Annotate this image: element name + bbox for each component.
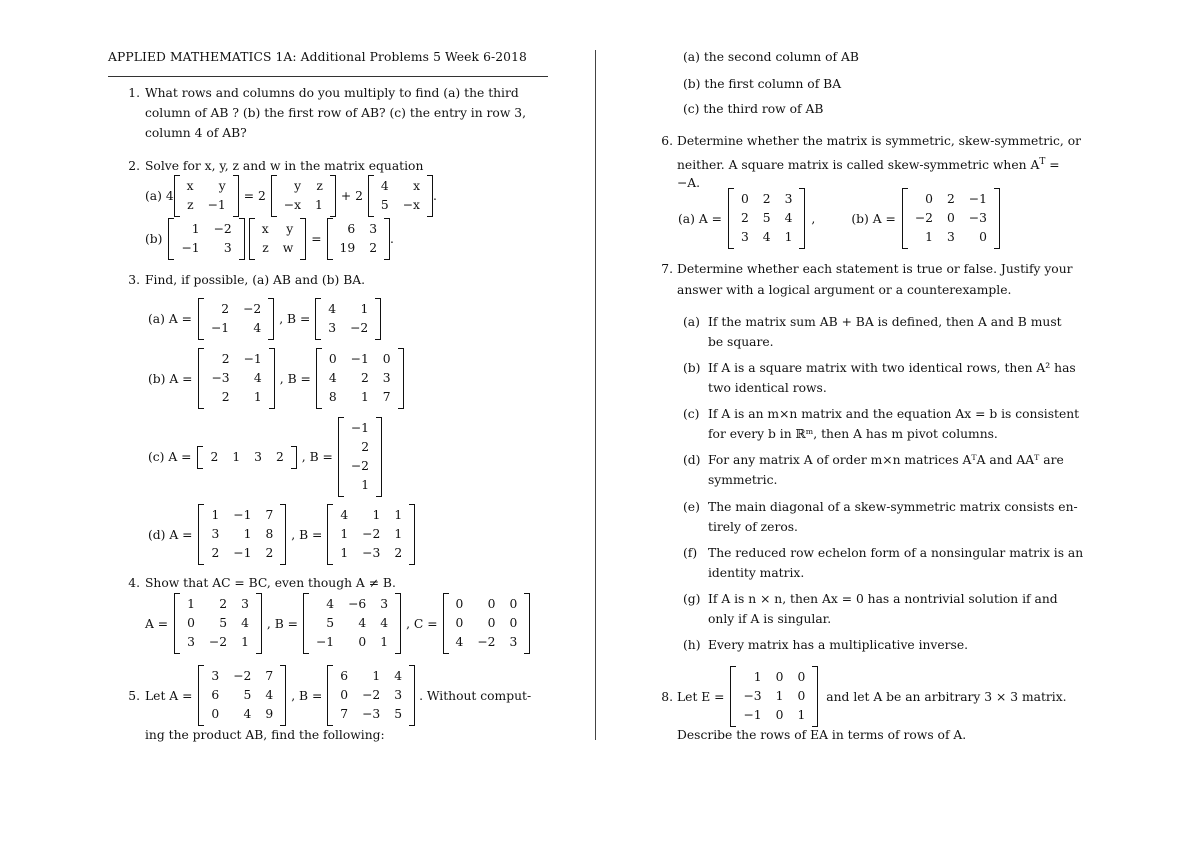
matrix-entries <box>277 177 330 215</box>
matrix-entries <box>204 300 268 338</box>
matrix-cell: 1 <box>753 670 762 684</box>
matrix-entries <box>309 595 395 652</box>
problem-3b-label: (b) A = <box>148 371 193 386</box>
matrix-cell: 3 <box>241 597 249 611</box>
problem-7-number: 7. <box>661 262 673 276</box>
matrix-cell: 0 <box>775 708 784 722</box>
separator: , B = <box>279 312 311 326</box>
problem-2-number: 2. <box>128 159 140 173</box>
matrix <box>198 506 286 563</box>
matrix-cell: −2 <box>233 669 252 683</box>
matrix-cell: 4 <box>784 211 793 225</box>
matrix-cell: 1 <box>241 635 249 649</box>
matrix-cell: 2 <box>219 597 228 611</box>
problem-5-let: Let A = <box>145 688 193 703</box>
matrix-cell: −6 <box>348 597 367 611</box>
matrix-cell: 5 <box>219 616 228 630</box>
problem-7-item-label: (a) <box>683 315 700 329</box>
matrix-cell: 0 <box>946 211 955 225</box>
comma: , <box>811 211 816 226</box>
problem-7-item-line-2: two identical rows. <box>708 381 827 395</box>
matrix-cell: x <box>261 222 269 236</box>
matrix-cell: 1 <box>775 689 784 703</box>
matrix-cell: 4 <box>328 371 337 385</box>
matrix-cell: 1 <box>361 478 370 492</box>
matrix-cell: 4 <box>241 616 249 630</box>
matrix-cell: −1 <box>350 421 370 435</box>
matrix-cell: 3 <box>740 230 749 244</box>
problem-2b-label: (b) <box>145 232 163 246</box>
problem-5c: (c) the third row of AB <box>683 102 824 116</box>
problem-2a-label: (a) 4 <box>145 189 174 203</box>
matrix-cell: −2 <box>208 635 228 649</box>
matrix-cell: 5 <box>394 707 403 721</box>
equals-sign: = <box>311 232 322 246</box>
problem-7-item-line-2: identity matrix. <box>708 566 805 580</box>
matrix-cell: 2 <box>275 449 284 464</box>
matrix <box>327 506 415 563</box>
matrix-cell: −1 <box>233 508 252 522</box>
problem-7-item-line-1: Every matrix has a multiplicative inverse. <box>708 638 969 652</box>
matrix-cell: 3 <box>211 669 220 683</box>
matrix-cell: 4 <box>243 707 252 721</box>
matrix-entries <box>734 190 799 247</box>
matrix-cell: 5 <box>762 211 771 225</box>
matrix-cell: −1 <box>743 708 762 722</box>
matrix-entries <box>204 667 280 724</box>
matrix-cell: 0 <box>509 616 518 630</box>
matrix-cell: x <box>186 179 194 193</box>
matrix-cell: 2 <box>221 302 230 316</box>
matrix-A-label: A = <box>145 616 169 631</box>
matrix-cell: 1 <box>394 527 403 541</box>
matrix <box>271 177 336 215</box>
problem-3b <box>148 350 404 407</box>
problem-7-item-label: (d) <box>683 453 701 467</box>
matrix-cell: 0 <box>487 616 496 630</box>
matrix-cell: z <box>316 179 323 193</box>
problem-1-line-1: What rows and columns do you multiply to find (a) the third <box>145 86 519 100</box>
matrix-cell: 4 <box>380 179 389 193</box>
matrix-C-label: , C = <box>406 616 438 631</box>
problem-7-item-line-1: For any matrix A of order m×n matrices AᵀA and AAᵀ are <box>708 453 1064 467</box>
matrix-cell: 1 <box>187 597 195 611</box>
problem-8-statement <box>645 668 1067 725</box>
matrix-entries <box>204 350 268 407</box>
matrix-cell: 3 <box>223 241 232 255</box>
problem-2-intro: Solve for x, y, z and w in the matrix equation <box>145 159 424 173</box>
matrix-cell: 4 <box>358 616 367 630</box>
matrix-cell: 1 <box>925 230 933 244</box>
matrix-cell: −x <box>402 198 420 212</box>
matrix-cell: −2 <box>477 635 496 649</box>
problem-3d-label: (d) A = <box>148 527 193 542</box>
matrix-cell: y <box>294 179 302 193</box>
problem-6-number: 6. <box>661 134 673 148</box>
matrix-cell: 1 <box>243 527 252 541</box>
matrix-cell: −3 <box>211 371 230 385</box>
matrix-cell: −2 <box>350 459 370 473</box>
problem-7-item-line-2: tirely of zeros. <box>708 520 798 534</box>
matrix-cell: 7 <box>265 508 274 522</box>
matrix-cell: 0 <box>487 597 496 611</box>
problem-5b: (b) the first column of BA <box>683 77 842 91</box>
problem-7-item-line-1: If A is n × n, then Ax = 0 has a nontrivial solution if and <box>708 592 1058 606</box>
matrix-cell: 7 <box>382 390 391 404</box>
matrix-cell: 0 <box>740 192 749 206</box>
matrix-cell: 2 <box>265 546 274 560</box>
matrix-entries <box>374 177 427 215</box>
matrix-cell: 3 <box>946 230 955 244</box>
matrix-cell: 1 <box>340 527 349 541</box>
matrix-cell: −1 <box>315 635 335 649</box>
matrix-cell: 3 <box>394 688 403 702</box>
matrix-entries <box>204 506 280 563</box>
matrix-cell: 3 <box>328 321 337 335</box>
matrix-cell: 1 <box>372 669 381 683</box>
matrix <box>728 190 805 247</box>
matrix-cell: 0 <box>187 616 195 630</box>
matrix-cell: −3 <box>968 211 987 225</box>
matrix-cell: 8 <box>328 390 337 404</box>
matrix <box>197 448 296 467</box>
problem-8-let: Let E = <box>677 689 725 704</box>
problem-7-line-2: answer with a logical argument or a counterexample. <box>677 283 1012 297</box>
matrix-cell: 2 <box>762 192 771 206</box>
matrix-cell: 1 <box>191 222 200 236</box>
matrix-cell: z <box>262 241 269 255</box>
matrix-cell: 1 <box>394 508 403 522</box>
matrix-cell: 1 <box>380 635 389 649</box>
problem-3-number: 3. <box>128 273 140 287</box>
matrix-entries <box>174 220 238 258</box>
matrix <box>174 177 239 215</box>
problem-4-matrices <box>145 595 530 652</box>
matrix-cell: 0 <box>328 352 337 366</box>
matrix <box>249 220 306 258</box>
matrix-cell: y <box>218 179 226 193</box>
period: . <box>433 189 437 203</box>
problem-5-tail: . Without comput- <box>419 688 532 703</box>
problem-2b-equation <box>145 220 394 258</box>
matrix-cell: −2 <box>350 321 369 335</box>
matrix-cell: −1 <box>350 352 369 366</box>
problem-7-item-line-1: The main diagonal of a skew-symmetric matrix consists en- <box>708 500 1078 514</box>
matrix <box>174 595 262 652</box>
problem-4-number: 4. <box>128 576 140 590</box>
problem-6b-label: (b) A = <box>851 211 896 226</box>
problem-4-intro: Show that AC = BC, even though A ≠ B. <box>145 576 396 590</box>
matrix-cell: 2 <box>360 371 369 385</box>
matrix-cell: −1 <box>233 546 252 560</box>
matrix-cell: 3 <box>369 222 378 236</box>
matrix-cell: 2 <box>221 390 230 404</box>
problem-6a-label: (a) A = <box>678 211 722 226</box>
matrix-entries <box>333 667 409 724</box>
matrix-cell: w <box>282 241 294 255</box>
problem-7-item-line-1: If A is an m×n matrix and the equation Ax = b is consistent <box>708 407 1080 421</box>
matrix-cell: 1 <box>211 508 220 522</box>
matrix-cell: −3 <box>362 707 381 721</box>
matrix-cell: 1 <box>232 449 241 464</box>
matrix-cell: 0 <box>775 670 784 684</box>
matrix-cell: −1 <box>968 192 987 206</box>
problem-3a-label: (a) A = <box>148 312 192 326</box>
matrix-entries <box>344 419 376 495</box>
problem-7-item-label: (h) <box>683 638 701 652</box>
column-divider <box>595 50 596 740</box>
problem-6-matrices <box>678 190 1000 247</box>
plus-sign: + 2 <box>340 189 363 203</box>
header-rule <box>108 76 548 77</box>
matrix-cell: 0 <box>509 597 518 611</box>
matrix-cell: 0 <box>455 616 464 630</box>
problem-5-statement <box>108 667 531 724</box>
matrix-cell: 0 <box>797 689 806 703</box>
matrix-cell: 0 <box>211 707 220 721</box>
matrix-cell: 3 <box>509 635 518 649</box>
matrix-cell: 2 <box>946 192 955 206</box>
matrix-cell: 0 <box>382 352 391 366</box>
problem-3d <box>148 506 415 563</box>
matrix-cell: 0 <box>358 635 367 649</box>
matrix-cell: −3 <box>743 689 762 703</box>
matrix <box>338 419 382 495</box>
matrix-cell: 2 <box>221 352 230 366</box>
matrix-cell: 2 <box>740 211 749 225</box>
separator: , B = <box>301 450 333 464</box>
problem-7-item-line-1: The reduced row echelon form of a nonsingular matrix is an <box>708 546 1084 560</box>
matrix <box>443 595 531 652</box>
matrix-cell: 7 <box>340 707 349 721</box>
matrix-cell: 5 <box>326 616 335 630</box>
matrix-entries <box>203 448 290 467</box>
matrix-cell: 1 <box>360 390 369 404</box>
problem-7-item-line-2: be square. <box>708 335 774 349</box>
matrix <box>368 177 433 215</box>
problem-1-number: 1. <box>128 86 140 100</box>
matrix-cell: −2 <box>362 688 381 702</box>
matrix-cell: 4 <box>253 371 262 385</box>
page-header: APPLIED MATHEMATICS 1A: Additional Problems 5 Week 6-2018 <box>108 50 527 64</box>
matrix-cell: 3 <box>187 635 195 649</box>
matrix-B-label: , B = <box>291 688 323 703</box>
matrix-cell: 0 <box>340 688 349 702</box>
equals-sign: = 2 <box>243 189 266 203</box>
separator: , B = <box>279 371 311 386</box>
problem-5-number: 5. <box>128 688 140 703</box>
matrix-cell: 4 <box>328 302 337 316</box>
problem-1-line-3: column 4 of AB? <box>145 126 247 140</box>
problem-7-item-line-2: only if A is singular. <box>708 612 832 626</box>
matrix-cell: −2 <box>243 302 262 316</box>
matrix-entries <box>333 506 409 563</box>
problem-8-number: 8. <box>661 689 673 704</box>
problem-7-item-label: (g) <box>683 592 701 606</box>
matrix-cell: 2 <box>211 546 220 560</box>
matrix-cell: 4 <box>265 688 274 702</box>
matrix-cell: 1 <box>315 198 323 212</box>
matrix-cell: 4 <box>326 597 335 611</box>
problem-1-line-2: column of AB ? (b) the first row of AB? (c) the entry in row 3, <box>145 106 527 120</box>
matrix-cell: 1 <box>360 302 369 316</box>
matrix-cell: 3 <box>211 527 220 541</box>
matrix-entries <box>255 220 300 258</box>
problem-8-tail: and let A be an arbitrary 3 × 3 matrix. <box>826 689 1067 704</box>
matrix-cell: 2 <box>361 440 370 454</box>
matrix-cell: 0 <box>455 597 464 611</box>
separator: , B = <box>291 527 323 542</box>
matrix-cell: −x <box>283 198 302 212</box>
matrix-entries <box>449 595 525 652</box>
problem-7-item-label: (c) <box>683 407 700 421</box>
matrix-cell: −1 <box>181 241 200 255</box>
matrix-cell: 3 <box>382 371 391 385</box>
matrix-entries <box>908 190 994 247</box>
problem-7-item-label: (b) <box>683 361 701 375</box>
matrix-cell: 5 <box>380 198 389 212</box>
matrix-cell: 5 <box>243 688 252 702</box>
matrix <box>730 668 818 725</box>
matrix-cell: 4 <box>762 230 771 244</box>
problem-6-line-3: −A. <box>677 176 701 190</box>
matrix-cell: 9 <box>265 707 274 721</box>
matrix <box>902 190 1000 247</box>
matrix-cell: 7 <box>265 669 274 683</box>
matrix-cell: −1 <box>210 321 230 335</box>
problem-3-intro: Find, if possible, (a) AB and (b) BA. <box>145 273 366 287</box>
problem-7-line-1: Determine whether each statement is true or false. Justify your <box>677 262 1073 276</box>
matrix-cell: 8 <box>265 527 274 541</box>
matrix <box>303 595 401 652</box>
matrix-cell: 4 <box>380 616 389 630</box>
matrix <box>198 350 274 407</box>
matrix-cell: −1 <box>207 198 226 212</box>
problem-8-line-2: Describe the rows of EA in terms of rows of A. <box>677 728 967 742</box>
matrix-entries <box>180 595 256 652</box>
matrix-cell: 3 <box>254 449 262 464</box>
problem-7-item-line-2: symmetric. <box>708 473 778 487</box>
matrix-cell: 6 <box>340 669 349 683</box>
problem-6-line-1: Determine whether the matrix is symmetric, skew-symmetric, or <box>677 134 1081 148</box>
matrix-cell: y <box>286 222 294 236</box>
problem-7-item-line-1: If A is a square matrix with two identical rows, then A² has <box>708 361 1076 375</box>
problem-7-item-line-2: for every b in ℝᵐ, then A has m pivot columns. <box>708 427 998 441</box>
problem-7-item-label: (e) <box>683 500 700 514</box>
matrix-cell: 0 <box>925 192 933 206</box>
matrix-cell: −1 <box>243 352 262 366</box>
problem-7-item-line-1: If the matrix sum AB + BA is defined, then A and B must <box>708 315 1062 329</box>
matrix-cell: 4 <box>455 635 464 649</box>
matrix-entries <box>180 177 233 215</box>
problem-5-line-2: ing the product AB, find the following: <box>145 728 385 742</box>
matrix-cell: 2 <box>369 241 378 255</box>
matrix-cell: 6 <box>347 222 356 236</box>
matrix <box>198 300 274 338</box>
matrix-cell: −2 <box>914 211 933 225</box>
period: . <box>390 232 394 246</box>
matrix-cell: 4 <box>394 669 403 683</box>
matrix-cell: −2 <box>362 527 381 541</box>
matrix-cell: 3 <box>380 597 389 611</box>
problem-2a-equation <box>145 177 437 215</box>
problem-6-line-2: neither. A square matrix is called skew-symmetric when $A^T$ = <box>677 157 1060 173</box>
matrix-cell: x <box>413 179 420 193</box>
matrix-cell: 6 <box>211 688 220 702</box>
problem-3c-label: (c) A = <box>148 450 192 464</box>
matrix-cell: 2 <box>394 546 403 560</box>
matrix-cell: −3 <box>362 546 381 560</box>
matrix-cell: −2 <box>213 222 232 236</box>
matrix-cell: 1 <box>372 508 381 522</box>
matrix-cell: 2 <box>210 449 219 464</box>
matrix-cell: 1 <box>784 230 793 244</box>
problem-5a: (a) the second column of AB <box>683 50 859 64</box>
matrix <box>168 220 244 258</box>
matrix-cell: 19 <box>339 241 356 255</box>
matrix <box>198 667 286 724</box>
matrix-entries <box>322 350 398 407</box>
matrix-entries <box>333 220 384 258</box>
matrix-entries <box>736 668 812 725</box>
matrix-cell: z <box>187 198 194 212</box>
matrix <box>316 350 404 407</box>
matrix-entries <box>321 300 375 338</box>
problem-7-item-label: (f) <box>683 546 698 560</box>
problem-3a <box>148 300 381 338</box>
matrix-cell: 1 <box>797 708 806 722</box>
matrix-cell: 1 <box>340 546 349 560</box>
matrix-cell: 1 <box>253 390 262 404</box>
matrix-cell: 0 <box>797 670 806 684</box>
matrix <box>327 667 415 724</box>
matrix <box>315 300 381 338</box>
matrix-B-label: , B = <box>266 616 298 631</box>
matrix-cell: 3 <box>784 192 793 206</box>
matrix <box>327 220 390 258</box>
matrix-cell: 4 <box>340 508 349 522</box>
matrix-cell: 4 <box>253 321 262 335</box>
problem-3c <box>148 419 382 495</box>
matrix-cell: 0 <box>979 230 987 244</box>
